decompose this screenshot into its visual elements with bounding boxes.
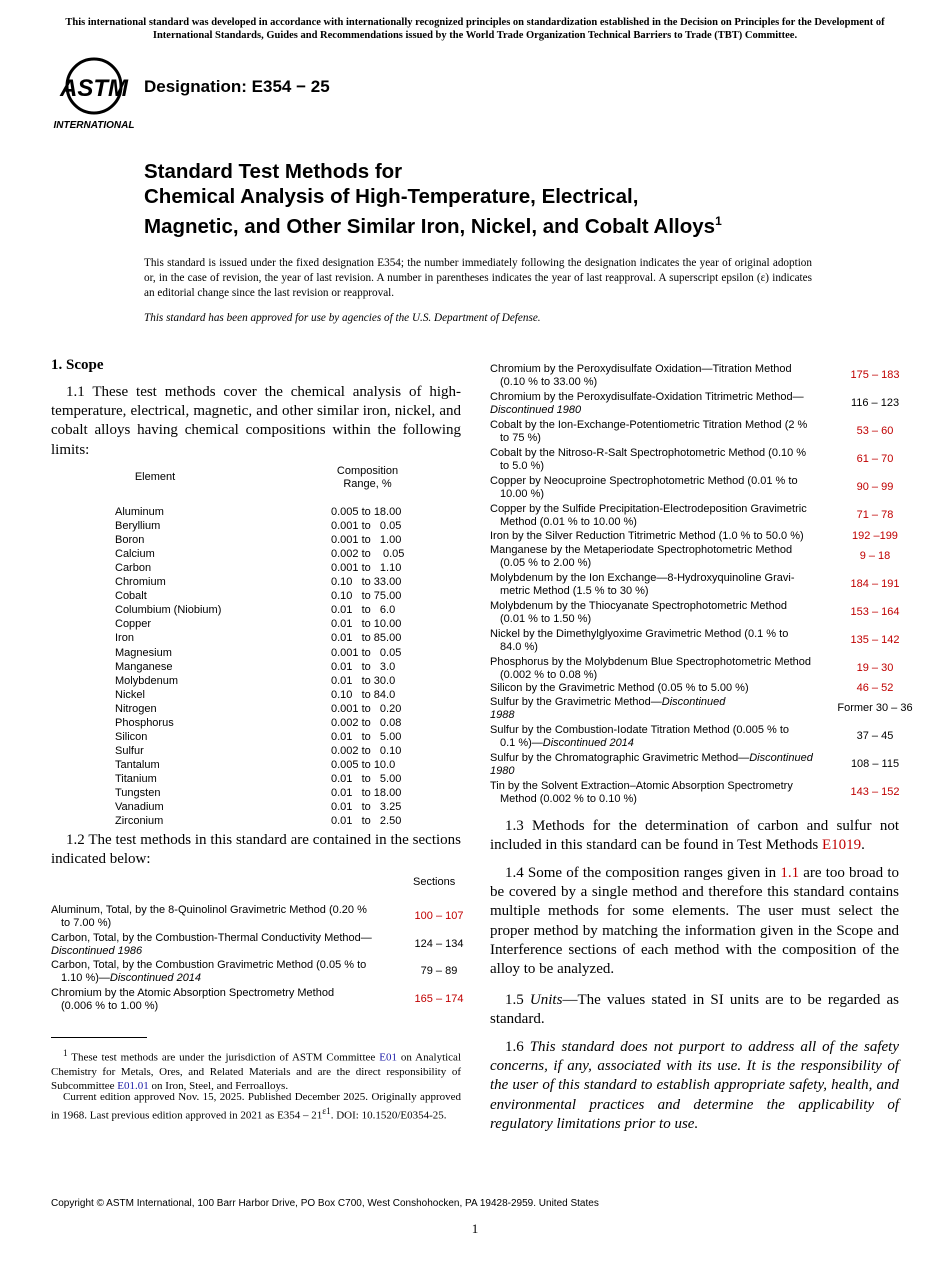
element-name: Tungsten [115,787,161,799]
element-range: 0.001 to 0.05 [331,646,402,659]
element-range: 0.002 to 0.08 [331,716,402,729]
footnote-divider [51,1037,147,1038]
method-line-1 [490,780,830,793]
method-range: to 7.00 %) [61,917,112,929]
method-name: Sulfur by the Gravimetric Method— [490,696,662,708]
method-row [490,656,894,682]
element-name: Silicon [115,730,148,743]
method-line-1 [490,419,830,432]
range-column-header [320,465,415,491]
sections-column-header: Sections [413,876,456,888]
method-discontinued: Discontinued [661,696,726,708]
method-range: Method (0.002 % to 0.10 %) [500,793,637,805]
method-sections[interactable]: 100 – 107 [414,910,464,922]
method-sections[interactable]: 165 – 174 [414,993,464,1005]
section-1-1-link[interactable]: 1.1 [780,865,800,881]
method-row [490,544,891,570]
element-name: Nickel [115,688,145,701]
method-sections[interactable]: 46 – 52 [856,682,894,694]
header-notice: This international standard was developed in accordance with internationally recognized principles on standardization established in the Decision on Principles for the Development of International Standards, Guides and Recommendations issued by the World Trade Organization Technical Barriers to Trade (TBT) Committee. [65,17,885,41]
method-line-2 [490,669,830,682]
method-line-1 [51,987,391,1000]
method-row [51,959,458,985]
p15-units: Units [529,992,563,1008]
element-range: 0.01 to 2.50 [331,815,402,828]
element-name: Calcium [115,548,155,561]
method-line-1 [490,724,830,737]
method-line-2 [490,404,830,417]
method-range: 84.0 %) [500,641,538,653]
method-line-1 [490,363,830,376]
element-column-header: Element [134,471,176,483]
footnote-text-2: on Analytical Chemistry for Metals, Ores, and Related Materials and are the direct responsibility of Subcommittee [51,1051,461,1092]
element-range: 0.005 to 10.0 [331,758,396,771]
method-sections[interactable]: 192 –199 [852,530,898,542]
method-line-2 [490,709,830,722]
element-name: Beryllium [115,520,161,533]
method-line-2 [490,376,830,389]
method-line-2 [490,793,830,806]
method-range: (0.05 % to 2.00 %) [500,557,592,569]
footnote-text-3: on Iron, Steel, and Ferroalloys. [148,1079,289,1092]
footnote-text-1: These test methods are under the jurisdiction of ASTM Committee [67,1051,380,1064]
logo-text: ASTM [60,75,128,102]
method-range: (0.006 % to 1.00 %) [61,1000,159,1012]
method-sections[interactable]: 71 – 78 [856,509,894,521]
committee-link[interactable]: E01 [379,1051,397,1064]
method-name: Copper by Neocuproine Spectrophotometric Method (0.01 % to [490,475,798,487]
title-footnote-ref: 1 [715,214,722,228]
method-name: Cobalt by the Nitroso-R-Salt Spectrophotometric Method (0.10 % [490,447,807,459]
element-name: Copper [115,618,152,631]
method-range: (0.01 % to 1.50 %) [500,613,592,625]
method-row [490,752,900,778]
title-line-2: Chemical Analysis of High-Temperature, Electrical, [144,185,639,208]
element-name: Molybdenum [115,674,178,687]
method-range: to 5.0 %) [500,460,545,472]
element-name: Vanadium [115,801,164,814]
element-range: 0.01 to 18.00 [331,787,402,799]
method-row [490,419,894,445]
edition-note [51,1090,461,1123]
method-name: Carbon, Total, by the Combustion-Thermal Conductivity Method— [51,932,372,944]
element-name: Sulfur [115,744,144,757]
element-name: Columbium (Niobium) [115,604,222,617]
method-line-2 [490,613,830,626]
subcommittee-link[interactable]: E01.01 [117,1079,149,1092]
method-sections: Former 30 – 36 [837,702,913,714]
method-line-1 [490,752,830,765]
method-name: Chromium by the Peroxydisulfate-Oxidation Titrimetric Method— [490,391,804,403]
method-discontinued: Discontinued 1980 [490,404,582,416]
method-name: Chromium by the Atomic Absorption Spectrometry Method [51,987,335,999]
p14-text: 1.4 Some of the composition ranges given in [505,865,781,881]
edition-text: Current edition approved Nov. 15, 2025. Published December 2025. Originally approved in 1968. Last previous edition approved in 2021 as E354 – 21 [51,1091,461,1122]
method-name: Sulfur by the Combustion-Iodate Titration Method (0.005 % to [490,724,789,736]
method-line-2 [490,432,830,445]
method-line-1 [490,391,830,404]
element-name: Carbon [115,562,152,575]
element-name: Iron [115,632,134,645]
astm-logo [52,56,136,132]
title-line-1: Standard Test Methods for [144,160,403,183]
method-discontinued: Discontinued 2014 [542,737,634,749]
logo-subtext: INTERNATIONAL [53,120,135,131]
method-row [490,447,894,473]
method-line-2 [51,945,391,958]
paragraph-1-1: 1.1 These test methods cover the chemical analysis of high-temperature, electrical, magnetic, and other similar iron, nickel, and cobalt alloys having chemical compositions within the following limits: [51,384,461,458]
method-sections: 108 – 115 [850,758,900,770]
method-line-2 [490,585,830,598]
method-name: Molybdenum by the Ion Exchange—8-Hydroxyquinoline Gravi- [490,572,795,584]
element-range: 0.01 to 10.00 [331,618,402,631]
p14-rest: are too broad to be covered by a single method and therefore this standard contains multiple methods for some elements. The user must select the proper method by matching the information given in the Scope and Interference sections of each method with the composition of the alloy to be analyzed. [490,865,899,978]
method-line-2 [490,641,830,654]
method-sections: 79 – 89 [420,965,458,977]
method-line-2 [51,917,391,930]
element-name: Cobalt [115,590,147,603]
method-line-2 [490,488,830,501]
element-name: Tantalum [115,758,160,771]
method-row [490,391,900,417]
method-line-1 [490,682,830,695]
paragraph-1-3 [490,817,899,855]
method-row [490,724,894,750]
p15-num: 1.5 [505,992,530,1008]
element-range: 0.001 to 1.00 [331,534,402,547]
method-line-1 [490,656,830,669]
element-range: 0.001 to 0.20 [331,702,402,715]
method-sections[interactable]: 90 – 99 [856,481,894,493]
method-sections[interactable]: 61 – 70 [856,453,894,465]
method-discontinued: 1980 [490,765,515,777]
method-line-2 [51,972,391,985]
method-discontinued: Discontinued [749,752,813,764]
method-line-1 [490,530,830,543]
element-range: 0.10 to 33.00 [331,576,402,589]
method-range: (0.10 % to 33.00 %) [500,376,598,388]
method-line-2 [490,460,830,473]
document-title [144,159,864,239]
element-range: 0.01 to 30.0 [331,674,396,687]
method-range: (0.002 % to 0.08 %) [500,669,598,681]
method-line-1 [490,572,830,585]
method-row [490,475,894,501]
element-name: Aluminum [115,506,164,518]
element-range: 0.01 to 6.0 [331,604,396,617]
method-row [51,987,464,1013]
method-row [490,696,913,722]
method-line-2 [490,557,830,570]
paragraph-1-4 [490,864,899,979]
element-range: 0.001 to 0.05 [331,520,402,533]
method-line-1 [51,932,391,945]
method-row [51,904,464,930]
method-name: Copper by the Sulfide Precipitation-Electrodeposition Gravimetric [490,503,807,515]
method-range: 1.10 %)— [61,972,110,984]
section-heading-scope: 1. Scope [51,357,104,373]
method-sections[interactable]: 19 – 30 [856,662,894,674]
element-range: 0.001 to 1.10 [331,562,402,575]
method-discontinued: 1988 [490,709,515,721]
dod-approval: This standard has been approved for use by agencies of the U.S. Department of Defense. [144,312,541,324]
p15-rest: —The values stated in SI units are to be regarded as standard. [490,992,899,1028]
element-range: 0.01 to 85.00 [331,632,402,645]
method-row [51,932,464,958]
method-line-1 [490,696,830,709]
method-line-1 [490,544,830,557]
paragraph-1-6 [490,1038,899,1134]
method-name: Iron by the Silver Reduction Titrimetric Method (1.0 % to 50.0 %) [490,530,804,542]
copyright-notice: Copyright © ASTM International, 100 Barr Harbor Drive, PO Box C700, West Conshohocken, PA 19428-2959. United States [51,1198,599,1209]
method-sections: 124 – 134 [414,938,464,950]
method-line-1 [490,628,830,641]
method-sections[interactable]: 9 – 18 [859,550,891,562]
method-row [490,530,898,543]
element-range: 0.01 to 3.25 [331,801,402,814]
method-name: Molybdenum by the Thiocyanate Spectrophotometric Method [490,600,787,612]
method-line-1 [51,959,391,972]
method-sections: 116 – 123 [850,397,900,409]
method-range: metric Method (1.5 % to 30 %) [500,585,649,597]
p13-end: . [861,837,865,854]
method-name: Manganese by the Metaperiodate Spectrophotometric Method [490,544,793,556]
edition-doi: . DOI: 10.1520/E0354-25. [330,1109,447,1122]
method-line-1 [490,447,830,460]
element-name: Chromium [115,576,166,589]
page-number: 1 [471,1221,479,1236]
title-line-3-text: Magnetic, and Other Similar Iron, Nickel, and Cobalt Alloys [144,214,716,238]
element-range: 0.10 to 75.00 [331,590,402,603]
method-sections[interactable]: 153 – 164 [850,606,900,618]
edition-sup: ε1 [322,1106,331,1116]
element-range: 0.002 to 0.05 [331,548,405,561]
element-name: Titanium [115,772,157,785]
p13-text: 1.3 Methods for the determination of carbon and sulfur not included in this standard can be found in Test Methods [490,818,899,854]
element-name: Zirconium [115,815,164,828]
element-range: 0.10 to 84.0 [331,688,396,701]
method-row [490,628,900,654]
method-row [490,682,894,695]
intro-paragraph: This standard is issued under the fixed designation E354; the number immediately following the designation indicates the year of original adoption or, in the case of revision, the year of last revision. A number in parentheses indicates the year of last reapproval. A superscript epsilon (ε) indicates an editorial change since the last revision or reapproval. [144,257,812,299]
method-sections[interactable]: 135 – 142 [850,634,900,646]
method-line-1 [490,600,830,613]
method-row [490,572,900,598]
method-line-1 [490,503,830,516]
method-name: Phosphorus by the Molybdenum Blue Spectrophotometric Method [490,656,812,668]
range-header-line-2: Range, % [343,478,392,490]
p16-num: 1.6 [505,1039,530,1055]
method-line-2 [51,1000,391,1013]
method-sections[interactable]: 143 – 152 [850,786,900,798]
method-name: Sulfur by the Chromatographic Gravimetric Method— [490,752,750,764]
method-discontinued: Discontinued 1986 [51,945,143,957]
method-range: to 75 %) [500,432,541,444]
paragraph-1-5 [490,991,899,1029]
method-range: 10.00 %) [500,488,545,500]
footnote-1 [51,1046,461,1093]
method-row [490,780,900,806]
range-header-line-1: Composition [336,465,399,477]
element-name: Magnesium [115,646,172,659]
element-range: 0.01 to 5.00 [331,772,402,785]
method-line-2 [490,737,830,750]
element-range: 0.01 to 3.0 [331,660,396,673]
method-range: 0.1 %)— [500,737,543,749]
method-line-1 [51,904,391,917]
title-line-3 [144,209,864,239]
method-row [490,363,900,389]
method-sections: 37 – 45 [856,730,894,742]
method-name: Chromium by the Peroxydisulfate Oxidation—Titration Method [490,363,792,375]
element-name: Manganese [115,660,173,673]
astm-logo-icon [52,56,136,132]
method-line-2 [490,516,830,529]
method-discontinued: Discontinued 2014 [109,972,202,984]
designation: Designation: E354 − 25 [144,77,330,96]
method-row [490,600,900,626]
element-range: 0.01 to 5.00 [331,730,402,743]
element-name: Nitrogen [115,702,157,715]
method-name: Aluminum, Total, by the 8-Quinolinol Gravimetric Method (0.20 % [51,904,367,916]
element-name: Boron [115,534,145,547]
method-name: Tin by the Solvent Extraction–Atomic Absorption Spectrometry [490,780,793,792]
method-name: Carbon, Total, by the Combustion Gravimetric Method (0.05 % to [51,959,367,971]
method-sections[interactable]: 53 – 60 [856,425,894,437]
footnote-number: 1 [63,1048,68,1058]
e1019-link[interactable]: E1019 [821,837,862,854]
method-sections[interactable]: 175 – 183 [850,369,900,381]
method-name: Nickel by the Dimethylglyoxime Gravimetric Method (0.1 % to [490,628,789,640]
method-line-1 [490,475,830,488]
method-range: Method (0.01 % to 10.00 %) [500,516,637,528]
method-row [490,503,894,529]
method-name: Silicon by the Gravimetric Method (0.05 % to 5.00 %) [490,682,749,694]
element-range: 0.005 to 18.00 [331,506,402,518]
p16-text: This standard does not purport to address all of the safety concerns, if any, associated with its use. It is the responsibility of the user of this standard to establish appropriate safety, health, and environmental practices and determine the applicability of regulatory limitations prior to use. [490,1039,900,1132]
method-name: Cobalt by the Ion-Exchange-Potentiometric Titration Method (2 % [490,419,808,431]
element-name: Phosphorus [115,716,174,729]
paragraph-1-2: 1.2 The test methods in this standard are contained in the sections indicated below: [51,832,461,868]
element-range: 0.002 to 0.10 [331,744,402,757]
method-line-2 [490,765,830,778]
method-sections[interactable]: 184 – 191 [850,578,900,590]
